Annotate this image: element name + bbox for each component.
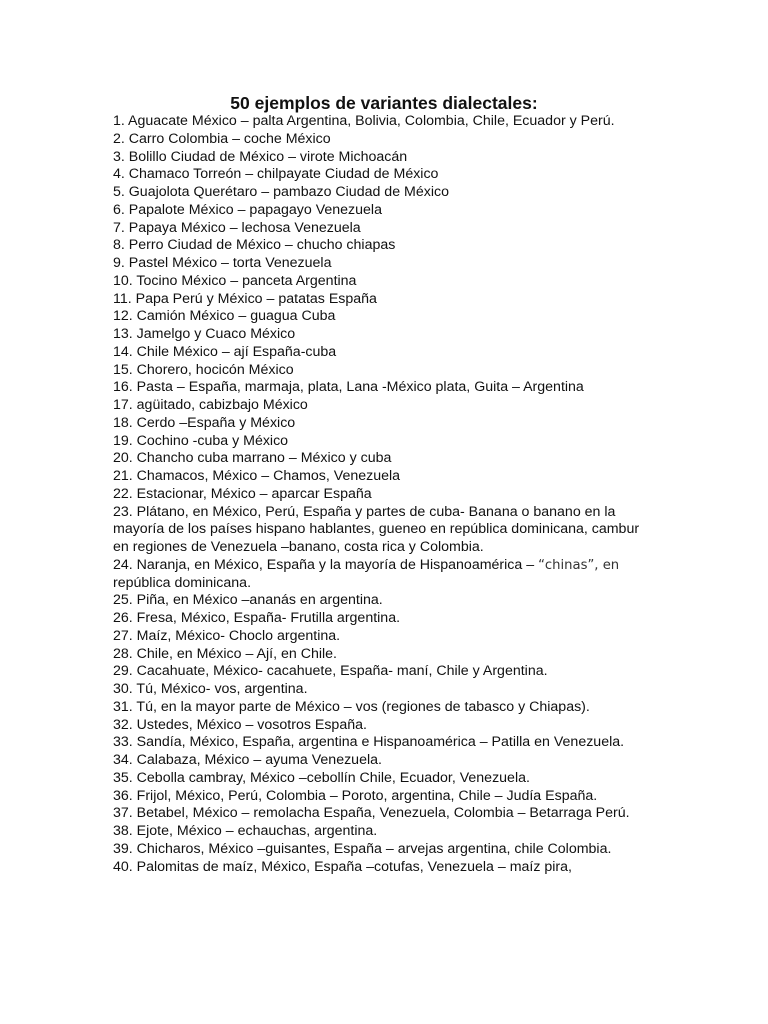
list-item: 26. Fresa, México, España- Frutilla argentina.	[113, 610, 401, 626]
list-item-24	[113, 557, 653, 593]
list-item: 17. agüitado, cabizbajo México	[113, 397, 308, 413]
list-item: 39. Chicharos, México –guisantes, España – arvejas argentina, chile Colombia.	[113, 840, 612, 857]
list-item: 30. Tú, México- vos, argentina.	[113, 681, 308, 697]
list-item: 33. Sandía, México, España, argentina e Hispanoamérica – Patilla en Venezuela.	[113, 734, 625, 751]
list-item: 19. Cochino -cuba y México	[113, 432, 289, 449]
list-item: 11. Papa Perú y México – patatas España	[113, 290, 377, 307]
list-item: 28. Chile, en México – Ají, en Chile.	[113, 645, 337, 662]
item-24-tail: república dominicana.	[113, 574, 252, 591]
list-item: 23. Plátano, en México, Perú, España y partes de cuba- Banana o banano en la mayoría de los países hispano hablantes, gueneo en república dominicana, cambur en regiones de Venezuela –banano, costa rica y Colombia.	[113, 503, 640, 555]
list-item: 29. Cacahuate, México- cacahuete, España- maní, Chile y Argentina.	[113, 663, 548, 680]
list-item: 31. Tú, en la mayor parte de México – vos (regiones de tabasco y Chiapas).	[113, 698, 590, 715]
list-item: 22. Estacionar, México – aparcar España	[113, 485, 372, 502]
list-item: 13. Jamelgo y Cuaco México	[113, 326, 296, 342]
list-item: 38. Ejote, México – echauchas, argentina.	[113, 823, 378, 839]
list-item: 12. Camión México – guagua Cuba	[113, 308, 336, 325]
list-item: 20. Chancho cuba marrano – México y cuba	[113, 450, 392, 467]
list-item: 10. Tocino México – panceta Argentina	[113, 272, 357, 289]
list-item: 14. Chile México – ají España-cuba	[113, 343, 337, 360]
list-item: 6. Papalote México – papagayo Venezuela	[113, 201, 382, 218]
list-item: 36. Frijol, México, Perú, Colombia – Poroto, argentina, Chile – Judía España.	[113, 787, 598, 804]
list-item: 35. Cebolla cambray, México –cebollín Chile, Ecuador, Venezuela.	[113, 769, 530, 786]
list-item: 4. Chamaco Torreón – chilpayate Ciudad de México	[113, 166, 439, 183]
list-item: 1. Aguacate México – palta Argentina, Bolivia, Colombia, Chile, Ecuador y Perú.	[113, 113, 615, 129]
list-item: 15. Chorero, hocicón México	[113, 361, 294, 378]
list-item: 32. Ustedes, México – vosotros España.	[113, 716, 367, 733]
list-item: 40. Palomitas de maíz, México, España –cotufas, Venezuela – maíz pira,	[113, 858, 572, 875]
list-item: 5. Guajolota Querétaro – pambazo Ciudad de México	[113, 184, 449, 200]
list-item: 37. Betabel, México – remolacha España, Venezuela, Colombia – Betarraga Perú.	[113, 805, 630, 822]
dialect-examples-list	[113, 113, 653, 876]
item-24-quoted: “chinas”, en	[538, 557, 620, 573]
list-item: 3. Bolillo Ciudad de México – virote Michoacán	[113, 148, 408, 165]
list-item: 21. Chamacos, México – Chamos, Venezuela	[113, 468, 401, 484]
list-item: 7. Papaya México – lechosa Venezuela	[113, 219, 361, 236]
list-item: 27. Maíz, México- Choclo argentina.	[113, 627, 341, 644]
list-item: 9. Pastel México – torta Venezuela	[113, 255, 332, 271]
list-item: 16. Pasta – España, marmaja, plata, Lana -México plata, Guita – Argentina	[113, 379, 584, 396]
list-item: 8. Perro Ciudad de México – chucho chiapas	[113, 237, 396, 254]
document-title: 50 ejemplos de variantes dialectales:	[230, 93, 538, 113]
list-item: 34. Calabaza, México – ayuma Venezuela.	[113, 752, 382, 768]
list-item: 25. Piña, en México –ananás en argentina.	[113, 592, 383, 609]
list-item: 2. Carro Colombia – coche México	[113, 130, 331, 147]
list-item: 18. Cerdo –España y México	[113, 414, 296, 431]
item-24-lead: 24. Naranja, en México, España y la mayoría de Hispanoamérica –	[113, 556, 539, 573]
